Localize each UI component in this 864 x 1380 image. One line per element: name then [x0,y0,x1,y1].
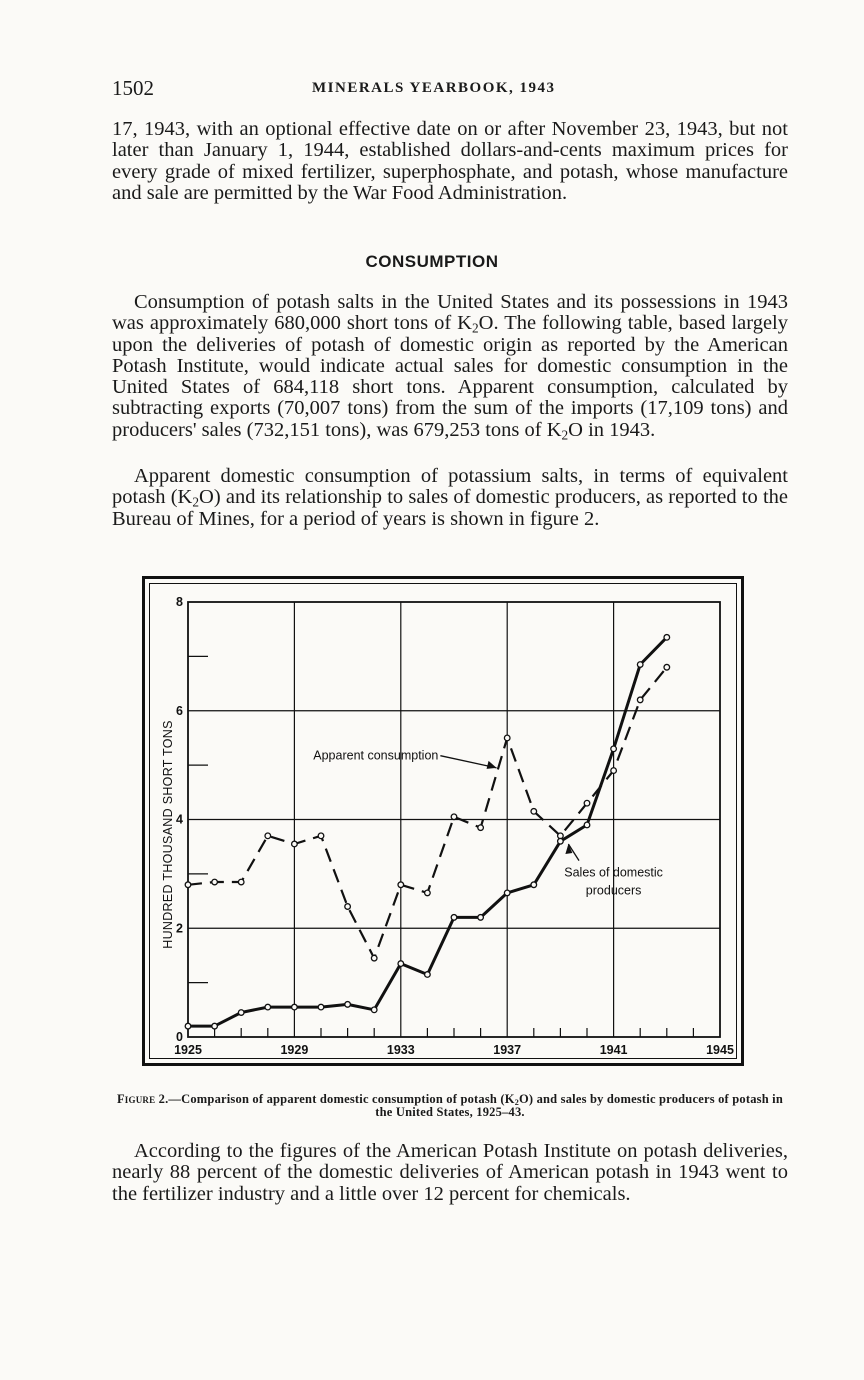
figure-label: Figure 2. [116,1092,169,1106]
annotation-arrowhead [487,761,497,769]
figure-frame [142,576,744,1066]
page-number: 1502 [112,76,154,100]
data-point [478,915,484,921]
caption-text-b: O) and sales by domestic producers of potash in the United States, 1925–43. [375,1092,784,1119]
section-heading: CONSUMPTION [365,252,499,271]
data-point [664,635,670,641]
data-point [558,838,564,844]
x-tick-label: 1929 [280,1043,309,1057]
data-point [558,833,564,839]
page-header [112,76,788,102]
y-tick-label: 2 [176,921,183,936]
data-point [185,882,191,888]
annotation-sales-line-1: Sales of domestic [564,865,663,880]
data-point [292,841,298,847]
data-point [637,697,643,703]
data-point [584,822,590,828]
p2-text-a: Consumption of potash salts in the United States and its possessions in 1943 was approximately 680,000 short tons of K [112,291,788,335]
p3-text-b: O) and its relationship to sales of domestic producers, as reported to the Bureau of Mines, for a period of years is shown in figure 2. [112,486,788,530]
x-tick-label: 1941 [599,1043,628,1057]
data-point [611,768,617,774]
y-tick-label: 8 [176,595,183,609]
x-tick-label: 1945 [706,1043,734,1057]
p2-text-b: O. The following table, based largely upon the deliveries of potash of domestic origin as reported by the American Potash Institute, would indicate actual sales for domestic consumption in the United States of 684,118 short tons. Apparent consumption, calculated by subtracting exports (70,007 tons) from the sum of the imports (17,109 tons) and producers' sales (732,151 tons), was 679,253 tons of K [112,312,788,441]
data-point [504,735,510,741]
series-line-domestic-sales [188,637,667,1026]
data-point [318,1004,324,1010]
subscript: 2 [561,427,569,443]
data-point [531,882,537,888]
figure-caption [112,1093,788,1119]
running-head: MINERALS YEARBOOK, 1943 [312,80,556,96]
data-point [531,809,537,815]
x-tick-label: 1937 [493,1043,522,1057]
x-tick-label: 1925 [174,1043,202,1057]
data-point [637,662,643,668]
paragraph-consumption [112,292,788,441]
y-tick-label: 4 [176,812,183,827]
paragraph-figure-reference [112,466,788,530]
data-point [265,1004,271,1010]
data-point [611,746,617,752]
data-point [451,814,457,820]
data-point [265,833,271,839]
subscript: 2 [514,1098,519,1108]
data-point [318,833,324,839]
data-point [212,1023,218,1029]
data-point [398,961,404,967]
annotation-apparent-consumption: Apparent consumption [313,748,439,763]
y-tick-label: 0 [176,1030,183,1044]
subscript: 2 [192,494,200,510]
data-point [292,1004,298,1010]
data-point [398,882,404,888]
y-tick-label: 6 [176,703,183,718]
data-point [451,915,457,921]
paragraph-continuation: 17, 1943, with an optional effective date on or after November 23, 1943, but not later than January 1, 1944, established dollars-and-cents maximum prices for every grade of mixed fertilizer, superphosphate, and potash, whose manufacture and sale are permitted by the War Food Administration. [112,118,788,204]
data-point [504,890,510,896]
annotation-sales-line-2: producers [585,883,642,898]
data-point [664,664,670,670]
data-point [212,879,218,885]
p2-text-c: O in 1943. [568,418,656,441]
data-point [345,904,351,910]
p3-text-a: Apparent domestic consumption of potassium salts, in terms of equivalent potash (K [112,465,788,509]
data-point [371,1007,377,1013]
data-point [425,972,431,978]
data-point [345,1002,351,1008]
x-tick-label: 1933 [386,1043,415,1057]
data-point [238,879,244,885]
data-point [371,955,377,961]
data-point [478,825,484,831]
line-chart [150,584,736,1058]
data-point [238,1010,244,1016]
paragraph-deliveries: According to the figures of the American Potash Institute on potash deliveries, nearly 88 percent of the domestic deliveries of American potash in 1943 went to the fertilizer industry and a little over 12 percent for chemicals. [112,1140,788,1205]
subscript: 2 [471,320,479,336]
y-axis-label: HUNDRED THOUSAND SHORT TONS [161,720,175,949]
caption-text-a: —Comparison of apparent domestic consumption of potash (K [168,1092,515,1106]
figure-inner-border [149,583,737,1059]
data-point [185,1023,191,1029]
data-point [584,800,590,806]
data-point [425,890,431,896]
